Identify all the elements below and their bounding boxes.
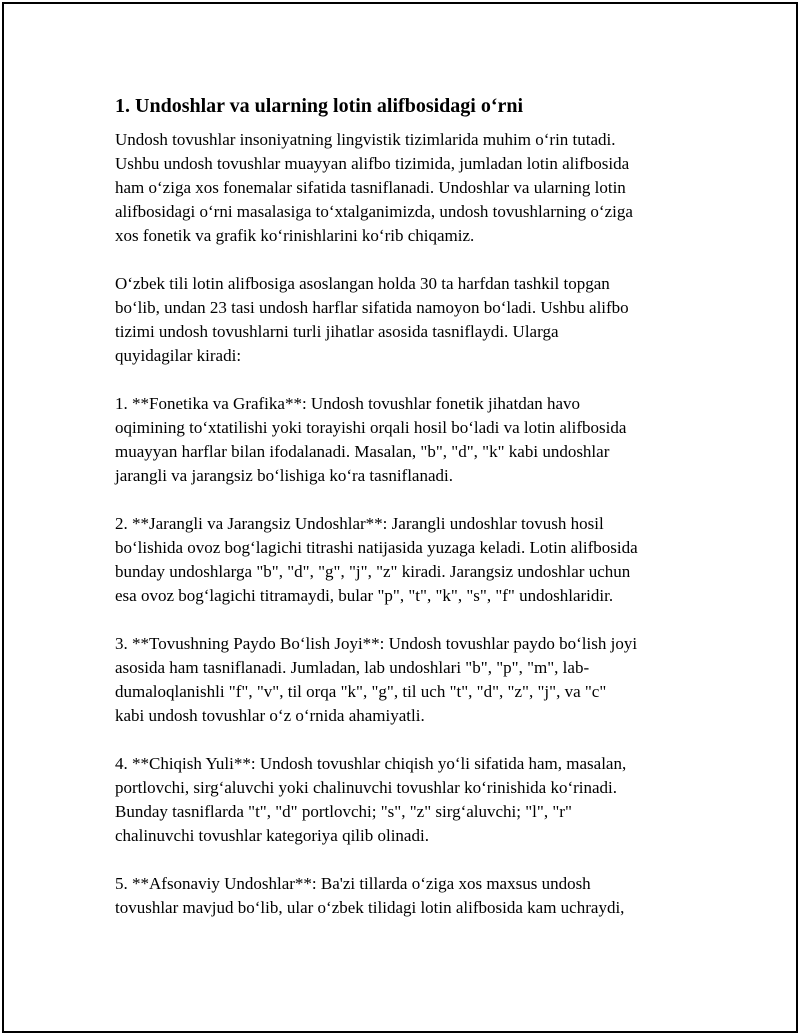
text-line: tizimi undosh tovushlarni turli jihatlar asosida tasniflaydi. Ularga bbox=[115, 322, 559, 341]
text-line: quyidagilar kiradi: bbox=[115, 346, 242, 365]
paragraph-intro bbox=[115, 128, 695, 248]
paragraph-item-5 bbox=[115, 872, 695, 920]
text-line: portlovchi, sirg‘aluvchi yoki chalinuvchi tovushlar ko‘rinishida ko‘rinadi. bbox=[115, 778, 618, 797]
text-line: ham o‘ziga xos fonemalar sifatida tasniflanadi. Undoshlar va ularning lotin bbox=[115, 178, 626, 197]
text-line: 5. **Afsonaviy Undoshlar**: Ba'zi tillarda o‘ziga xos maxsus undosh bbox=[115, 874, 591, 893]
paragraph-item-1 bbox=[115, 392, 695, 488]
text-line: bunday undoshlarga "b", "d", "g", "j", "z" kiradi. Jarangsiz undoshlar uchun bbox=[115, 562, 631, 581]
text-line: Ushbu undosh tovushlar muayyan alifbo tizimida, jumladan lotin alifbosida bbox=[115, 154, 630, 173]
text-line: jarangli va jarangsiz bo‘lishiga ko‘ra tasniflanadi. bbox=[115, 466, 453, 485]
text-line: 1. **Fonetika va Grafika**: Undosh tovushlar fonetik jihatdan havo bbox=[115, 394, 581, 413]
section-title: 1. Undoshlar va ularning lotin alifbosidagi o‘rni bbox=[115, 95, 524, 117]
text-line: chalinuvchi tovushlar kategoriya qilib olinadi. bbox=[115, 826, 429, 845]
text-line: O‘zbek tili lotin alifbosiga asoslangan holda 30 ta harfdan tashkil topgan bbox=[115, 274, 610, 293]
text-line: bo‘lishida ovoz bog‘lagichi titrashi natijasida yuzaga keladi. Lotin alifbosida bbox=[115, 538, 638, 557]
text-line: muayyan harflar bilan ifodalanadi. Masalan, "b", "d", "k" kabi undoshlar bbox=[115, 442, 610, 461]
text-line: oqimining to‘xtatilishi yoki torayishi orqali hosil bo‘ladi va lotin alifbosida bbox=[115, 418, 627, 437]
document-body bbox=[115, 92, 695, 944]
paragraph-item-4 bbox=[115, 752, 695, 848]
text-line: 2. **Jarangli va Jarangsiz Undoshlar**: Jarangli undoshlar tovush hosil bbox=[115, 514, 604, 533]
paragraph-alphabet bbox=[115, 272, 695, 368]
text-line: dumaloqlanishli "f", "v", til orqa "k", "g", til uch "t", "d", "z", "j", va "c" bbox=[115, 682, 607, 701]
text-line: esa ovoz bog‘lagichi titramaydi, bular "p", "t", "k", "s", "f" undoshlaridir. bbox=[115, 586, 614, 605]
text-line: 3. **Tovushning Paydo Bo‘lish Joyi**: Undosh tovushlar paydo bo‘lish joyi bbox=[115, 634, 638, 653]
text-line: kabi undosh tovushlar o‘z o‘rnida ahamiyatli. bbox=[115, 706, 425, 725]
text-line: Bunday tasniflarda "t", "d" portlovchi; "s", "z" sirg‘aluvchi; "l", "r" bbox=[115, 802, 572, 821]
paragraph-item-3 bbox=[115, 632, 695, 728]
text-line: alifbosidagi o‘rni masalasiga to‘xtalganimizda, undosh tovushlarning o‘ziga bbox=[115, 202, 633, 221]
paragraph-item-2 bbox=[115, 512, 695, 608]
text-line: 4. **Chiqish Yuli**: Undosh tovushlar chiqish yo‘li sifatida ham, masalan, bbox=[115, 754, 627, 773]
text-line: bo‘lib, undan 23 tasi undosh harflar sifatida namoyon bo‘ladi. Ushbu alifbo bbox=[115, 298, 629, 317]
text-line: xos fonetik va grafik ko‘rinishlarini ko‘rib chiqamiz. bbox=[115, 226, 475, 245]
text-line: asosida ham tasniflanadi. Jumladan, lab undoshlari "b", "p", "m", lab- bbox=[115, 658, 590, 677]
text-line: tovushlar mavjud bo‘lib, ular o‘zbek tilidagi lotin alifbosida kam uchraydi, bbox=[115, 898, 625, 917]
text-line: Undosh tovushlar insoniyatning lingvistik tizimlarida muhim o‘rin tutadi. bbox=[115, 130, 616, 149]
